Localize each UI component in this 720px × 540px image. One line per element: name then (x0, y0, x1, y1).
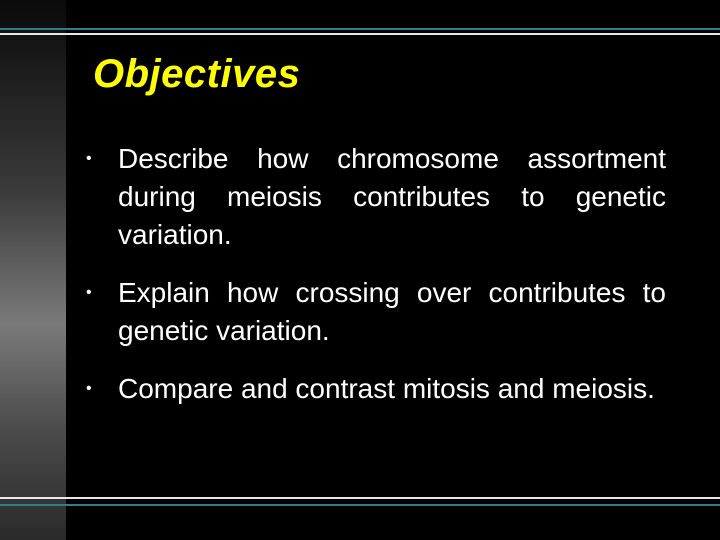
top-accent-line (0, 28, 720, 30)
bullet-icon: • (86, 150, 92, 167)
bullet-item (86, 274, 666, 350)
bullet-item (86, 140, 666, 254)
bullet-text: Compare and contrast mitosis and meiosis. (118, 373, 655, 404)
bullet-text: Explain how crossing over contributes to genetic variation. (118, 277, 666, 346)
bullet-icon: • (86, 380, 92, 397)
bullet-icon: • (86, 284, 92, 301)
bottom-divider-line (0, 497, 720, 499)
left-gradient-bar (0, 0, 66, 540)
bullet-item (86, 370, 666, 408)
top-divider-line (0, 33, 720, 35)
objectives-list (86, 140, 666, 428)
slide-title: Objectives (93, 52, 301, 96)
bottom-accent-line (0, 504, 720, 506)
bullet-text: Describe how chromosome assortment during meiosis contributes to genetic variation. (118, 143, 666, 250)
